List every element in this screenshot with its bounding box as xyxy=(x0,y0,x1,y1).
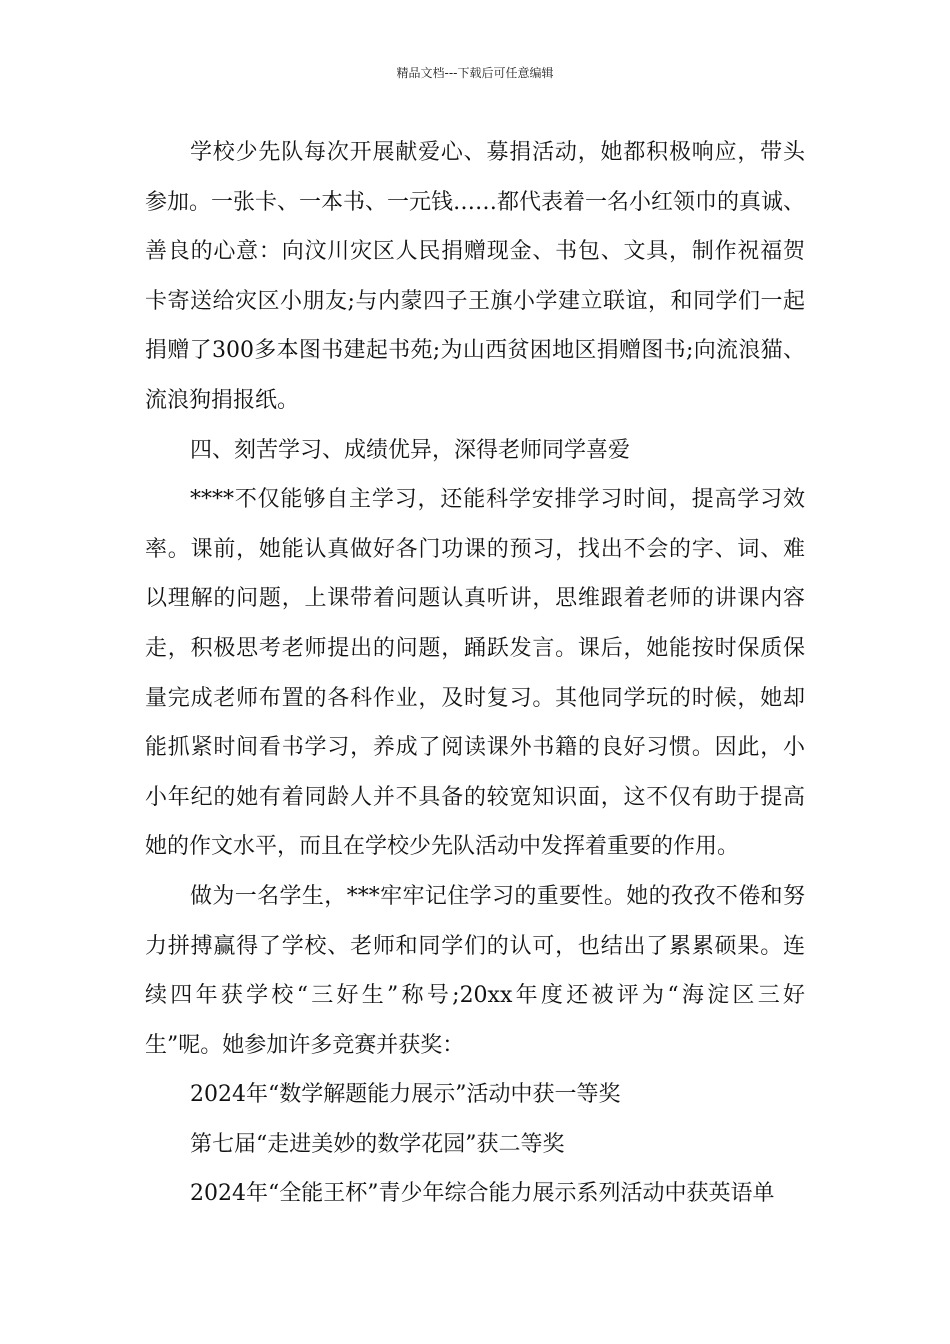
text-line: 流浪狗捐报纸。 xyxy=(145,387,300,413)
text-line: 卡寄送给灾区小朋友;与内蒙四子王旗小学建立联谊，和同学们一起 xyxy=(145,288,805,314)
paragraph xyxy=(145,1070,805,1120)
paragraph xyxy=(145,426,805,476)
text-line: 学校少先队每次开展献爱心、募捐活动，她都积极响应，带头 xyxy=(190,140,805,165)
text-line: 2024年“数学解题能力展示”活动中获一等奖 xyxy=(190,1082,621,1108)
text-line: 生”呢。她参加许多竞赛并获奖： xyxy=(145,1032,465,1058)
paragraph xyxy=(145,1120,805,1170)
text-line: 率。课前，她能认真做好各门功课的预习，找出不会的字、词、难 xyxy=(145,536,805,562)
paragraph xyxy=(145,872,805,1070)
paragraph xyxy=(145,128,805,426)
text-line: 力拼搏赢得了学校、老师和同学们的认可，也结出了累累硕果。连 xyxy=(145,933,805,959)
paragraph xyxy=(145,1169,805,1219)
text-line: 做为一名学生，***牢牢记住学习的重要性。她的孜孜不倦和努 xyxy=(190,883,805,909)
text-line: 能抓紧时间看书学习，养成了阅读课外书籍的良好习惯。因此，小 xyxy=(145,735,805,761)
text-line: ****不仅能够自主学习，还能科学安排学习时间，提高学习效 xyxy=(190,487,805,513)
text-line: 量完成老师布置的各科作业，及时复习。其他同学玩的时候，她却 xyxy=(145,685,805,711)
text-line: 参加。一张卡、一本书、一元钱……都代表着一名小红领巾的真诚、 xyxy=(145,189,806,215)
text-line: 捐赠了300多本图书建起书苑;为山西贫困地区捐赠图书;向流浪猫、 xyxy=(145,338,805,364)
text-line: 续四年获学校“三好生”称号;20xx年度还被评为“海淀区三好 xyxy=(145,983,805,1009)
page-header: 精品文档---下载后可任意编辑 xyxy=(396,66,554,80)
text-line: 小年纪的她有着同龄人并不具备的较宽知识面，这不仅有助于提高 xyxy=(145,784,805,810)
document-body xyxy=(145,128,805,1219)
text-line: 以理解的问题，上课带着问题认真听讲，思维跟着老师的讲课内容 xyxy=(145,586,805,612)
text-line: 善良的心意：向汶川灾区人民捐赠现金、书包、文具，制作祝福贺 xyxy=(145,239,805,265)
text-line: 四、刻苦学习、成绩优异，深得老师同学喜爱 xyxy=(190,437,631,463)
paragraph xyxy=(145,475,805,872)
text-line: 她的作文水平，而且在学校少先队活动中发挥着重要的作用。 xyxy=(145,834,740,860)
text-line: 2024年“全能王杯”青少年综合能力展示系列活动中获英语单 xyxy=(190,1181,775,1207)
text-line: 第七届“走进美妙的数学花园”获二等奖 xyxy=(190,1131,565,1157)
text-line: 走，积极思考老师提出的问题，踊跃发言。课后，她能按时保质保 xyxy=(145,635,805,661)
